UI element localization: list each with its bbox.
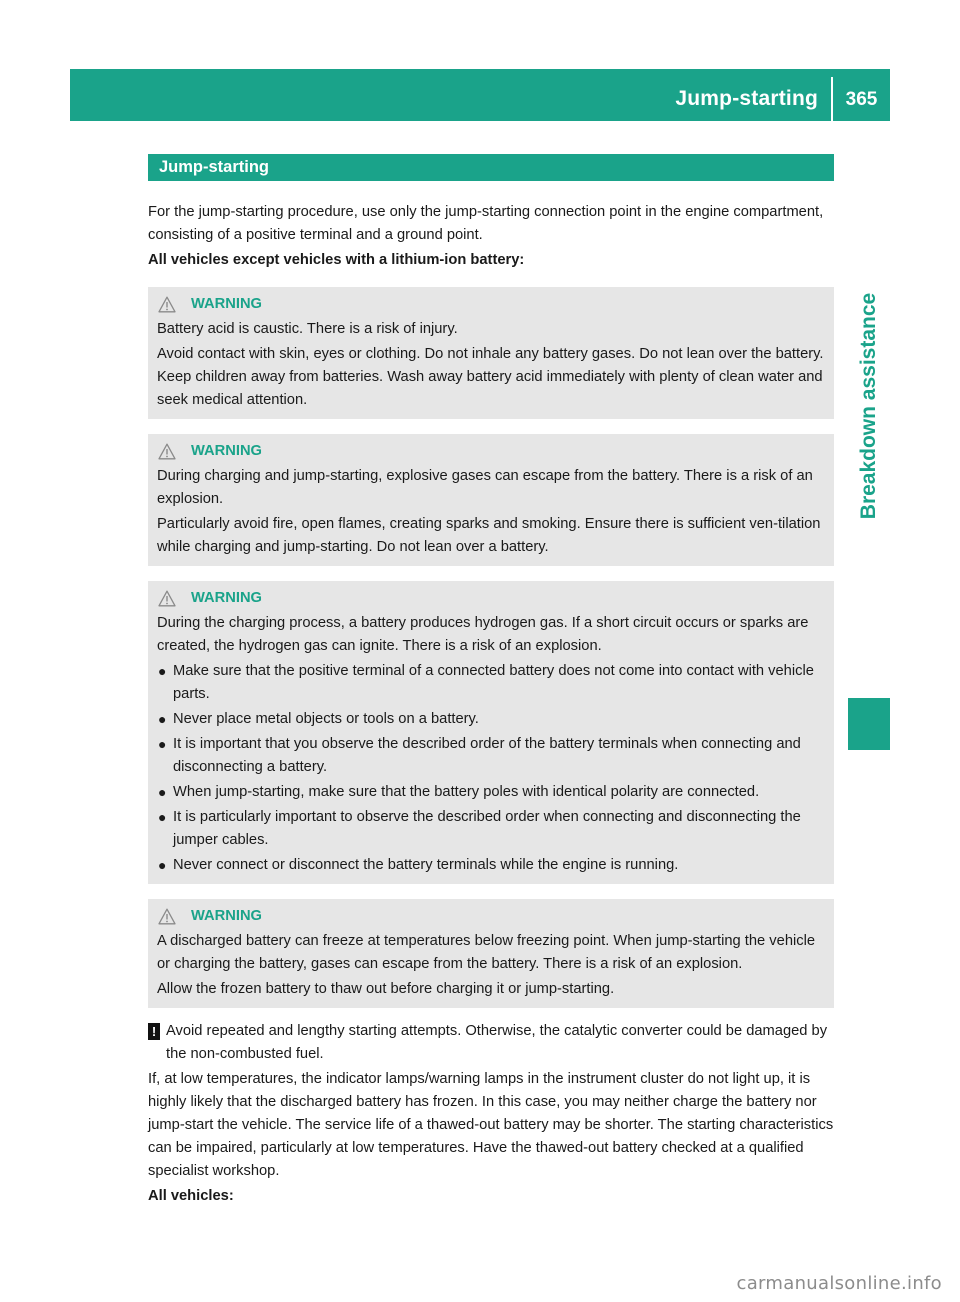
notice-paragraph [148, 1020, 834, 1066]
warning-triangle-icon [158, 590, 176, 607]
warning-triangle-icon [158, 443, 176, 460]
warning-box [148, 434, 834, 566]
warning-header [157, 586, 825, 610]
warning-header [157, 439, 825, 463]
warning-text: Battery acid is caustic. There is a risk of injury. [157, 321, 458, 337]
warning-text: During charging and jump-starting, explosive gases can escape from the battery. There is a risk of an explosion. [157, 468, 813, 507]
running-title: Jump-starting [675, 87, 818, 110]
warning-text: Particularly avoid fire, open flames, creating sparks and smoking. Ensure there is sufficient ven-tilation while charging and jump-starting. Do not lean over a battery. [157, 516, 821, 555]
warning-label: WARNING [191, 443, 262, 459]
bullet-icon: ● [158, 857, 167, 873]
warning-triangle-icon [158, 908, 176, 925]
warning-label: WARNING [191, 908, 262, 924]
warning-label: WARNING [191, 590, 262, 606]
chapter-marker [848, 698, 890, 750]
warning-text: Avoid contact with skin, eyes or clothing. Do not inhale any battery gases. Do not lean over the battery. Keep children away from batteries. Wash away battery acid immediately with plenty of clean water and seek medical attention. [157, 346, 824, 408]
warning-header [157, 904, 825, 928]
warning-text: Allow the frozen battery to thaw out before charging it or jump-starting. [157, 981, 615, 997]
notice-text: Avoid repeated and lengthy starting attempts. Otherwise, the catalytic converter could be damaged by the non-combusted fuel. [166, 1023, 828, 1062]
bullet-icon: ● [158, 736, 167, 752]
warning-header [157, 292, 825, 316]
watermark: carmanualsonline.info [736, 1273, 942, 1294]
all-vehicles-subheading: All vehicles: [148, 1188, 234, 1204]
bullet-icon: ● [158, 809, 167, 825]
chapter-tab-label: Breakdown assistance [857, 292, 880, 520]
warning-box [148, 581, 834, 884]
warning-box [148, 287, 834, 419]
warning-box [148, 899, 834, 1008]
list-item: ● Make sure that the positive terminal of a connected battery does not come into contact with vehicle parts. [157, 660, 825, 706]
intro-paragraph: For the jump-starting procedure, use only the jump-starting connection point in the engine compartment, consisting of a positive terminal and a ground point. [148, 204, 824, 243]
list-item: ● It is important that you observe the described order of the battery terminals when connecting and disconnecting a battery. [157, 733, 825, 779]
page-number: 365 [845, 89, 878, 110]
list-item: ● It is particularly important to observe the described order when connecting and disconnecting the jumper cables. [157, 806, 825, 852]
bullet-icon: ● [158, 663, 167, 679]
warning-triangle-icon [158, 296, 176, 313]
list-item: ● Never connect or disconnect the battery terminals while the engine is running. [157, 854, 825, 877]
warning-bullet-list [157, 660, 825, 877]
bullet-icon: ● [158, 784, 167, 800]
header-band [70, 69, 890, 121]
warning-text: During the charging process, a battery produces hydrogen gas. If a short circuit occurs or sparks are created, the hydrogen gas can ignite. There is a risk of an explosion. [157, 615, 809, 654]
warning-text: A discharged battery can freeze at temperatures below freezing point. When jump-starting the vehicle or charging the battery, gases can escape from the battery. There is a risk of an explosion. [157, 933, 816, 972]
warning-label: WARNING [191, 296, 262, 312]
list-item: ● Never place metal objects or tools on a battery. [157, 708, 825, 731]
vehicle-subheading: All vehicles except vehicles with a lithium-ion battery: [148, 252, 525, 268]
frozen-battery-paragraph: If, at low temperatures, the indicator lamps/warning lamps in the instrument cluster do not light up, it is highly likely that the discharged battery has frozen. In this case, you may neither charge the battery nor jump-start the vehicle. The service life of a thawed-out battery may be shorter. The starting characteristics can be impaired, particularly at low temperatures. Have the thawed-out battery checked at a qualified specialist workshop. [148, 1071, 834, 1179]
page-content [148, 154, 834, 1208]
section-title: Jump-starting [148, 154, 834, 181]
exclamation-icon: ! [148, 1023, 160, 1040]
list-item: ● When jump-starting, make sure that the battery poles with identical polarity are connected. [157, 781, 825, 804]
chapter-tab [848, 120, 890, 692]
bullet-icon: ● [158, 711, 167, 727]
